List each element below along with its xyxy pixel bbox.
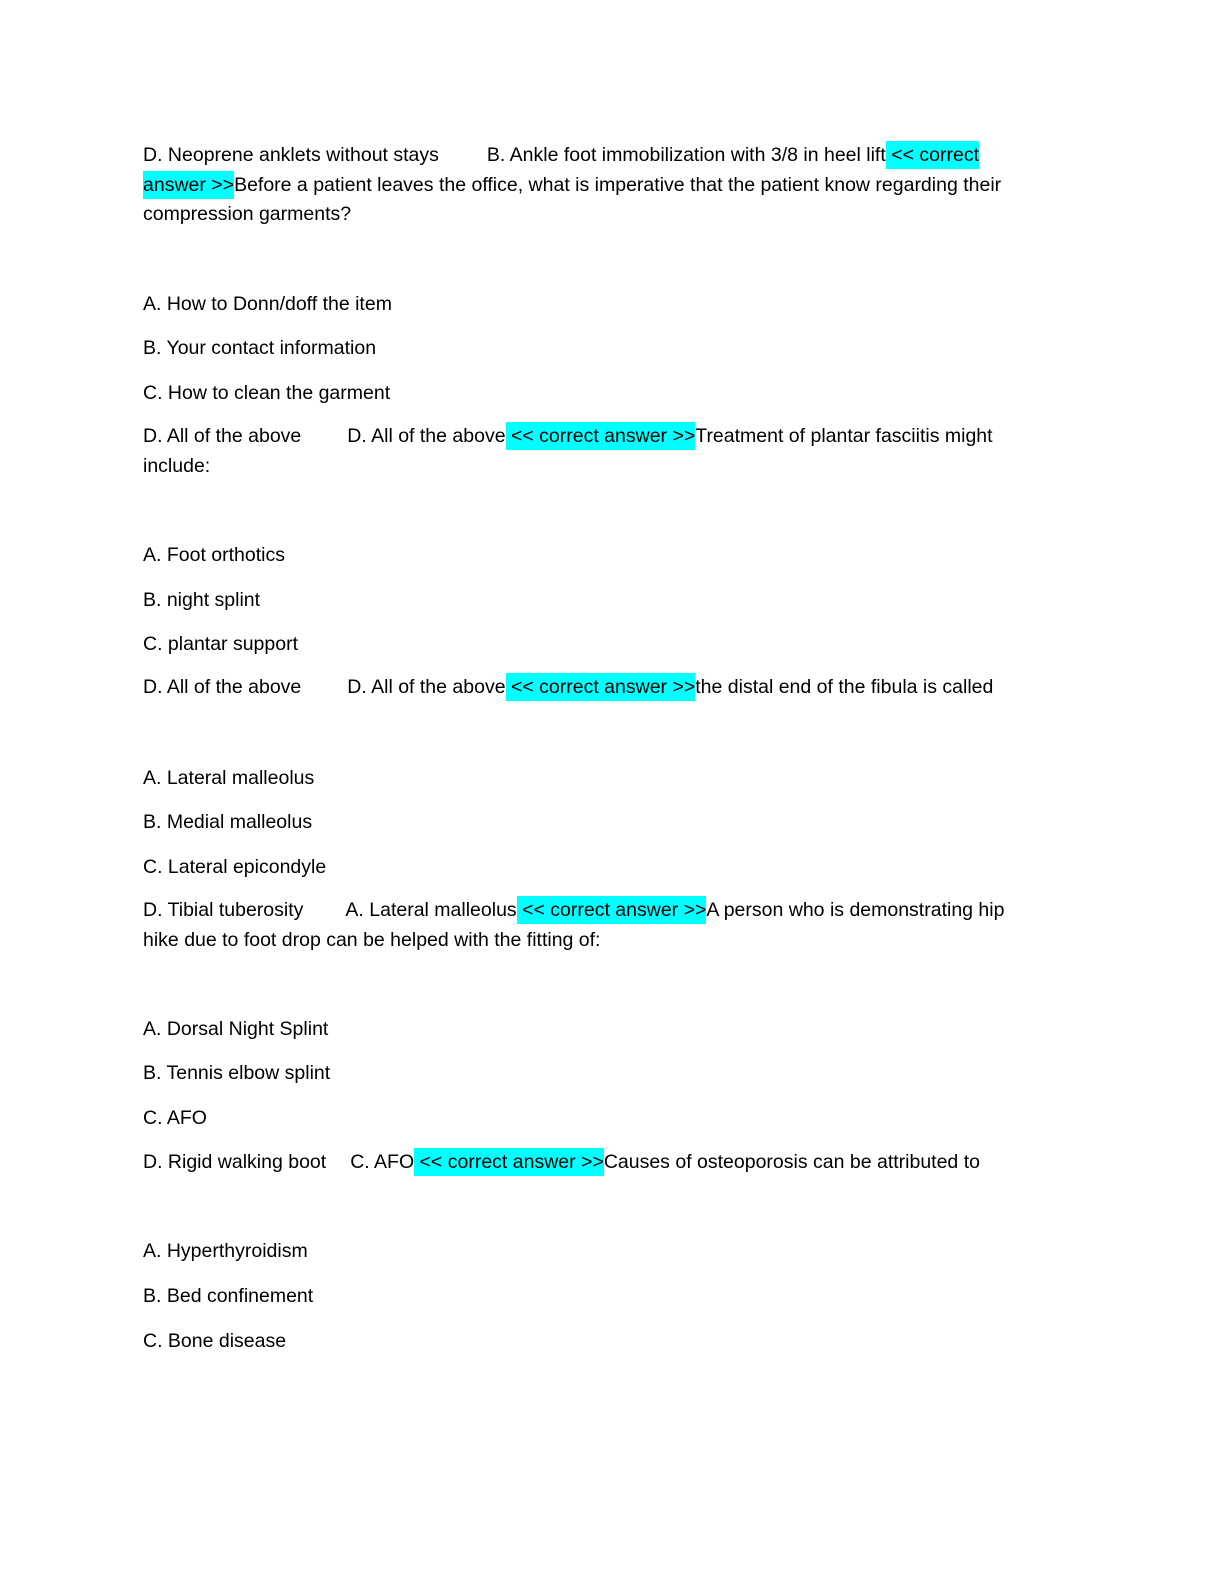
option-a: A. Hyperthyroidism [143, 1240, 308, 1262]
question-text: A person who is demonstrating hip hike due to foot drop can be helped with the fitting of: [143, 899, 1005, 951]
correct-answer-text: D. All of the above [347, 676, 506, 698]
answer-question-paragraph [143, 141, 1043, 230]
option-b: B. Tennis elbow splint [143, 1062, 331, 1084]
option-a: A. Foot orthotics [143, 544, 285, 566]
option-b: B. Medial malleolus [143, 811, 313, 833]
correct-answer-text: B. Ankle foot immobilization with 3/8 in heel lift [486, 144, 886, 166]
previous-option-d: D. All of the above [143, 676, 302, 698]
correct-answer-marker: << correct answer >> [506, 673, 696, 701]
correct-answer-marker: << correct answer >> [506, 422, 696, 450]
question-text: the distal end of the fibula is called [695, 676, 994, 698]
option-b: B. Bed confinement [143, 1285, 314, 1307]
correct-answer-marker: << correct answer >> [517, 896, 707, 924]
previous-option-d: D. All of the above [143, 425, 302, 447]
answer-question-paragraph [143, 673, 1043, 703]
option-a: A. How to Donn/doff the item [143, 293, 392, 315]
option-c: C. How to clean the garment [143, 382, 391, 404]
option-c: C. plantar support [143, 633, 299, 655]
option-a: A. Dorsal Night Splint [143, 1018, 329, 1040]
answer-question-paragraph [143, 422, 1043, 481]
correct-answer-marker: << correct answer >> [143, 141, 979, 199]
question-text: Before a patient leaves the office, what is imperative that the patient know regarding their compression garments? [143, 173, 1002, 225]
option-c: C. Bone disease [143, 1330, 287, 1352]
correct-answer-text: C. AFO [350, 1151, 415, 1173]
previous-option-d: D. Rigid walking boot [143, 1151, 327, 1173]
option-a: A. Lateral malleolus [143, 767, 315, 789]
answer-question-paragraph [143, 896, 1043, 955]
option-b: B. Your contact information [143, 337, 377, 359]
question-text: Causes of osteoporosis can be attributed to [603, 1151, 980, 1173]
correct-answer-text: A. Lateral malleolus [345, 899, 517, 921]
answer-question-paragraph [143, 1148, 1043, 1178]
option-b: B. night splint [143, 589, 261, 611]
option-c: C. Lateral epicondyle [143, 856, 327, 878]
question-text: Treatment of plantar fasciitis might include: [143, 425, 993, 477]
correct-answer-marker: << correct answer >> [414, 1148, 604, 1176]
option-c: C. AFO [143, 1107, 207, 1129]
previous-option-d: D. Neoprene anklets without stays [143, 144, 439, 166]
previous-option-d: D. Tibial tuberosity [143, 899, 304, 921]
correct-answer-text: D. All of the above [347, 425, 506, 447]
